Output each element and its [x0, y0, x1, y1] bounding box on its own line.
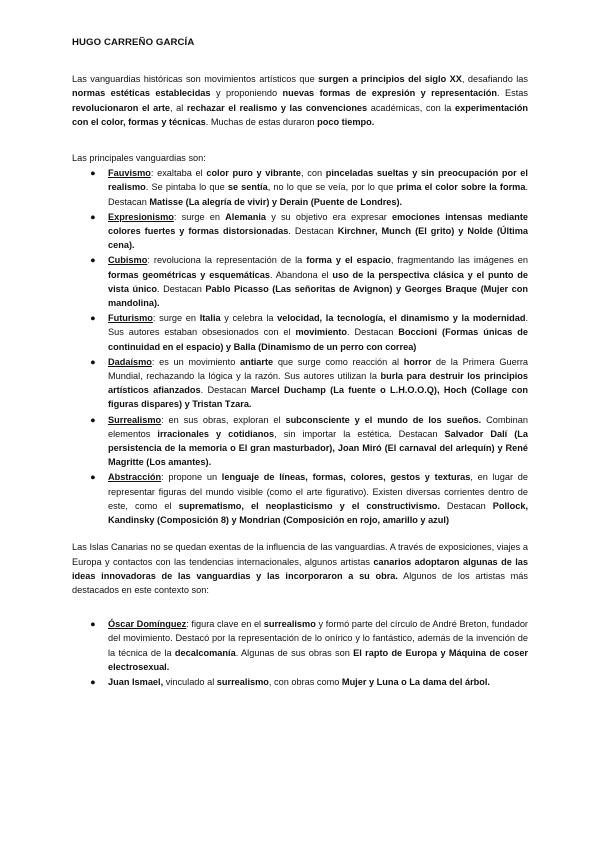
bullet-icon: ● [90, 356, 96, 367]
canarias-paragraph: Las Islas Canarias no se quedan exentas de la influencia de las vanguardias. A través de exposiciones, viajes a Europa y contactos con las tendencias internacionales, algunos artistas canarios adoptaron algunas de las ideas innovadoras de las vanguardias y las incorporaron a su obra. Algunos de los artistas más destacados en este contexto son: [72, 542, 528, 595]
text-run: suprematismo, el neoplasticismo y el constructivismo. [178, 500, 440, 511]
text-run: Juan Ismael, [108, 676, 164, 687]
text-run: Marcel Duchamp (La fuente o L.H.O.O.Q), Hoch (Collage con figuras dispares) y Tristan Tzara. [108, 385, 528, 410]
text-run: nuevas formas de expresión y representación [282, 88, 498, 99]
text-run: irracionales y cotidianos [157, 428, 275, 439]
text-run: Alemania [225, 211, 267, 222]
bullet-icon: ● [90, 472, 96, 483]
text-run: poco tiempo. [317, 116, 375, 127]
text-run: surrealismo [263, 619, 316, 630]
list-item-expresionismo [90, 210, 528, 253]
text-run: Mujer y Luna o La dama del árbol. [341, 676, 490, 687]
text-run: decalcomanía [174, 647, 236, 658]
text-run: surgen a principios del siglo XX [318, 74, 462, 85]
text-run: formas geométricas y esquemáticas [108, 269, 270, 280]
text-run: se sentía [227, 182, 268, 193]
intro-paragraph: Las vanguardias históricas son movimientos artísticos que surgen a principios del siglo XX, desafiando las normas estéticas establecidas y proponiendo nuevas formas de expresión y representación. Estas revolucionaron el arte, al rechazar el realismo y las convenciones académicas, con la experimentación con el color, formas y técnicas. Muchas de estas duraron poco tiempo. [72, 74, 529, 127]
vanguardias-list [72, 166, 528, 527]
text-run: Dadaísmo [108, 356, 152, 367]
list-item-text: Óscar Domínguez: figura clave en el surrealismo y formó parte del círculo de André Breton, fundador del movimiento. Destacó por la representación de lo onírico y lo fantástico, además de la invención de la técnica de la decalcomanía. Algunas de sus obras son El rapto de Europa y Máquina de coser electrosexual. [108, 619, 529, 672]
text-run: Salvador Dalí (La persistencia de la memoria o El gran masturbador), Joan Miró (El carnaval del arlequín) y René Magritte (Los amantes). [108, 428, 528, 468]
vanguardias-lead: Las principales vanguardias son: [72, 153, 206, 164]
text-run: surrealismo [216, 676, 269, 687]
text-run: velocidad, la tecnología, el dinamismo y la modernidad [277, 313, 526, 324]
text-run: Matisse (La alegría de vivir) y Derain (Puente de Londres). [149, 196, 403, 207]
document-page [72, 36, 528, 690]
text-run: forma y el espacio [306, 255, 391, 266]
artistas-list [72, 617, 528, 689]
list-item-text: Surrealismo: en sus obras, exploran el subconsciente y el mundo de los sueños. Combinan elementos irracionales y cotidianos, sin importar la estética. Destacan Salvador Dalí (La persistencia de la memoria o El gran masturbador), Joan Miró (El carnaval del arlequín) y René Magritte (Los amantes). [108, 414, 529, 468]
text-run: Italia [199, 313, 221, 324]
text-run: subconsciente y el mundo de los sueños. [285, 414, 482, 425]
text-run: color puro y vibrante [206, 168, 302, 179]
list-item-text: Cubismo: revoluciona la representación de la forma y el espacio, fragmentando las imágenes en formas geométricas y esquemáticas. Abandona el uso de la perspectiva clásica y el punto de vista único. Destacan Pablo Picasso (Las señoritas de Avignon) y Georges Braque (Mujer con mandolina). [108, 255, 528, 309]
text-run: El rapto de Europa y Máquina de coser electrosexual. [108, 647, 529, 672]
bullet-icon: ● [90, 414, 96, 425]
text-run: antiarte [239, 356, 274, 367]
list-item-surrealismo [90, 413, 529, 470]
text-run: uso de la perspectiva clásica y el punto de vista único [108, 269, 528, 294]
list-item-text: Juan Ismael, vinculado al surrealismo, con obras como Mujer y Luna o La dama del árbol. [108, 676, 490, 687]
text-run: Boccioni (Formas únicas de continuidad en el espacio) y Balla (Dinamismo de un perro con correa) [108, 327, 528, 352]
list-item-oscar-dominguez [90, 617, 529, 674]
list-item-futurismo [90, 311, 528, 354]
list-item-text: Futurismo: surge en Italia y celebra la velocidad, la tecnología, el dinamismo y la modernidad. Sus autores estaban obsesionados con el movimiento. Destacan Boccioni (Formas únicas de continuidad en el espacio) y Balla (Dinamismo de un perro con correa) [108, 313, 528, 352]
bullet-icon: ● [90, 676, 96, 687]
text-run: Surrealismo [108, 414, 162, 425]
text-run: Futurismo [108, 313, 153, 324]
text-run: normas estéticas establecidas [72, 88, 211, 99]
text-run: burla para destruir los principios artísticos afianzados [108, 371, 528, 396]
text-run: pinceladas sueltas y sin preocupación por el realismo [108, 168, 528, 193]
bullet-icon: ● [90, 168, 96, 179]
text-run: revolucionaron el arte [72, 102, 171, 113]
text-run: Expresionismo [108, 211, 174, 222]
author-name: HUGO CARREÑO GARCÍA [72, 37, 195, 48]
list-item-dadaismo [90, 355, 528, 412]
list-item-text: Abstracción: propone un lenguaje de líneas, formas, colores, gestos y texturas, en lugar de representar figuras del mundo visible (como el arte figurativo). Existen diversas corrientes dentro de este, como el suprematismo, el neoplasticismo y el constructivismo. Destacan Pollock, Kandinsky (Composición 8) y Mondrian (Composición en rojo, amarillo y azul) [108, 472, 528, 526]
list-item-cubismo [90, 253, 528, 310]
text-run: Abstracción [108, 472, 162, 483]
list-item-text: Dadaísmo: es un movimiento antiarte que surge como reacción al horror de la Primera Guerra Mundial, rechazando la lógica y la razón. Sus autores utilizan la burla para destruir los principios artísticos afianzados. Destacan Marcel Duchamp (La fuente o L.H.O.O.Q), Hoch (Collage con figuras dispares) y Tristan Tzara. [108, 356, 528, 410]
list-item-text: Fauvismo: exaltaba el color puro y vibrante, con pinceladas sueltas y sin preocupación por el realismo. Se pintaba lo que se sentía, no lo que se veía, por lo que prima el color sobre la forma. Destacan Matisse (La alegría de vivir) y Derain (Puente de Londres). [108, 168, 528, 207]
text-run: horror [403, 356, 432, 367]
list-item-juan-ismael [90, 675, 528, 689]
list-item-abstraccion [90, 470, 528, 527]
bullet-icon: ● [90, 313, 96, 324]
text-run: Kirchner, Munch (El grito) y Nolde (Última cena). [108, 226, 528, 251]
text-run: emociones intensas mediante colores fuertes y formas distorsionadas [108, 211, 528, 237]
text-run: Pollock, Kandinsky (Composición 8) y Mondrian (Composición en rojo, amarillo y azul) [108, 500, 528, 526]
bullet-icon: ● [90, 211, 96, 222]
text-run: Óscar Domínguez [108, 619, 187, 630]
text-run: canarios adoptaron algunas de las ideas innovadoras de las vanguardias y las incorporaron a su obra. [72, 556, 528, 581]
list-item-text: Expresionismo: surge en Alemania y su objetivo era expresar emociones intensas mediante colores fuertes y formas distorsionadas. Destacan Kirchner, Munch (El grito) y Nolde (Última cena). [108, 211, 528, 251]
text-run: Cubismo [108, 255, 148, 266]
text-run: Pablo Picasso (Las señoritas de Avignon) y Georges Braque (Mujer con mandolina). [108, 283, 528, 309]
bullet-icon: ● [90, 255, 96, 266]
text-run: prima el color sobre la forma [396, 182, 526, 193]
text-run: experimentación con el color, formas y técnicas [72, 102, 528, 127]
text-run: lenguaje de líneas, formas, colores, gestos y texturas [221, 472, 471, 483]
text-run: rechazar el realismo y las convenciones [186, 102, 368, 113]
text-run: Fauvismo [108, 168, 151, 179]
text-run: movimiento [295, 327, 348, 338]
bullet-icon: ● [90, 619, 96, 630]
list-item-fauvismo [90, 166, 528, 209]
